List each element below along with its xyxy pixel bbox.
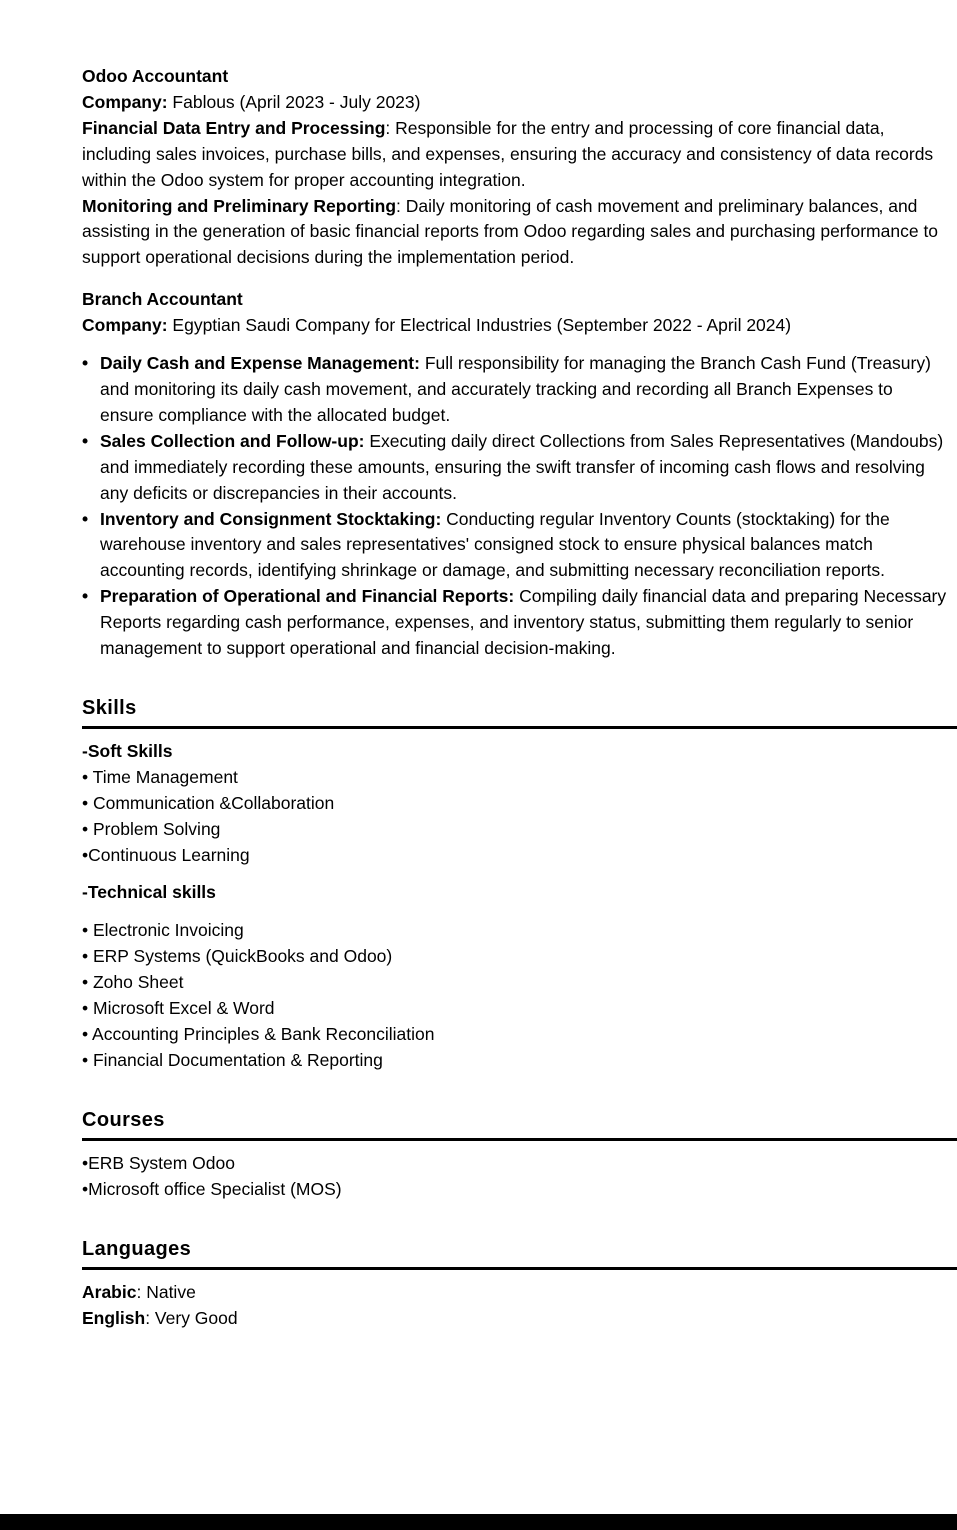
bullet-text: Full responsibility for managing the Branch Cash Fund (Treasury): [419, 353, 931, 374]
language-name: Arabic: [82, 1281, 137, 1302]
company-line: [82, 90, 957, 116]
list-item: • Microsoft Excel & Word: [82, 998, 275, 1019]
section-heading-courses: Courses: [82, 1106, 957, 1141]
duty-text: support operational decisions during the implementation period.: [82, 247, 575, 268]
duty-text: within the Odoo system for proper accounting integration.: [82, 169, 526, 190]
list-item: • Electronic Invoicing: [82, 920, 244, 941]
list-item: [82, 429, 957, 507]
spacer: [82, 868, 957, 880]
duty-text: : Responsible for the entry and processing of core financial data,: [385, 117, 885, 138]
spacer: [82, 906, 957, 918]
list-item: • Financial Documentation & Reporting: [82, 1049, 383, 1070]
duty-line: [82, 116, 957, 142]
skills-section: [82, 739, 957, 1074]
list-item: [82, 351, 957, 429]
job-title: Branch Accountant: [82, 289, 243, 310]
list-item: • Zoho Sheet: [82, 972, 184, 993]
bullet-text: Executing daily direct Collections from Sales Representatives (Mandoubs): [364, 430, 944, 451]
list-item: • Problem Solving: [82, 818, 221, 839]
company-value: Egyptian Saudi Company for Electrical Industries (September 2022 - April 2024): [167, 315, 792, 336]
job-title: Odoo Accountant: [82, 66, 229, 86]
company-label: Company:: [82, 315, 168, 336]
language-level: : Native: [136, 1281, 196, 1302]
languages-section: [82, 1280, 957, 1332]
bullet-heading: Sales Collection and Follow-up:: [100, 430, 365, 451]
language-line: [82, 1280, 957, 1306]
bullet-heading: Daily Cash and Expense Management:: [100, 353, 420, 374]
list-item: •ERB System Odoo: [82, 1152, 235, 1173]
bullet-heading: Inventory and Consignment Stocktaking:: [100, 508, 442, 529]
list-item: • Communication &Collaboration: [82, 792, 335, 813]
list-item: [82, 584, 957, 662]
bullet-text: and immediately recording these amounts, ensuring the swift transfer of incoming cash flows and resolving: [100, 456, 925, 477]
company-value: Fablous (April 2023 - July 2023): [167, 91, 421, 112]
list-item: •Continuous Learning: [82, 844, 250, 865]
bullet-text: Conducting regular Inventory Counts (stocktaking) for the: [441, 508, 890, 529]
list-item: • Accounting Principles & Bank Reconciliation: [82, 1024, 435, 1044]
bullet-text: any deficits or discrepancies in their accounts.: [100, 482, 457, 503]
list-item: • Time Management: [82, 766, 238, 787]
duty-text: : Daily monitoring of cash movement and preliminary balances, and: [396, 195, 918, 216]
duty-line: [82, 194, 957, 220]
courses-section: [82, 1151, 957, 1203]
bullet-text: and monitoring its daily cash movement, and accurately tracking and recording all Branch Expenses to: [100, 378, 893, 399]
duty-text: including sales invoices, purchase bills, and expenses, ensuring the accuracy and consistency of data records: [82, 143, 934, 164]
bullet-heading: Preparation of Operational and Financial Reports:: [100, 586, 515, 607]
soft-skills-heading: -Soft Skills: [82, 740, 173, 761]
company-label: Company:: [82, 91, 168, 112]
section-heading-skills: Skills: [82, 694, 957, 729]
language-line: [82, 1306, 957, 1332]
bullet-text: ensure compliance with the allocated budget.: [100, 404, 451, 425]
duty-text: assisting in the generation of basic financial reports from Odoo regarding sales and purchasing performance to: [82, 221, 939, 242]
company-line: [82, 313, 957, 339]
job-odoo-accountant: [82, 64, 957, 271]
duty-heading: Monitoring and Preliminary Reporting: [82, 195, 397, 216]
technical-skills-heading: -Technical skills: [82, 882, 216, 903]
list-item: [82, 507, 957, 585]
job-branch-accountant: [82, 287, 957, 662]
bullet-text: warehouse inventory and sales representatives' consigned stock to ensure physical balances match: [100, 534, 873, 555]
language-level: : Very Good: [145, 1307, 238, 1328]
responsibility-list: [82, 351, 957, 662]
bullet-text: management to support operational and financial decision-making.: [100, 638, 616, 659]
bullet-text: accounting records, identifying shrinkage or damage, and submitting necessary reconciliation reports.: [100, 560, 886, 581]
list-item: •Microsoft office Specialist (MOS): [82, 1178, 342, 1199]
duty-heading: Financial Data Entry and Processing: [82, 117, 386, 138]
language-name: English: [82, 1307, 146, 1328]
section-heading-languages: Languages: [82, 1235, 957, 1270]
bullet-text: Compiling daily financial data and preparing Necessary: [514, 586, 947, 607]
bullet-text: Reports regarding cash performance, expenses, and inventory status, submitting them regularly to senior: [100, 612, 914, 633]
resume-page: [82, 64, 957, 1331]
list-item: • ERP Systems (QuickBooks and Odoo): [82, 946, 393, 967]
bottom-bar: [0, 1514, 957, 1530]
spacer: [82, 271, 957, 287]
